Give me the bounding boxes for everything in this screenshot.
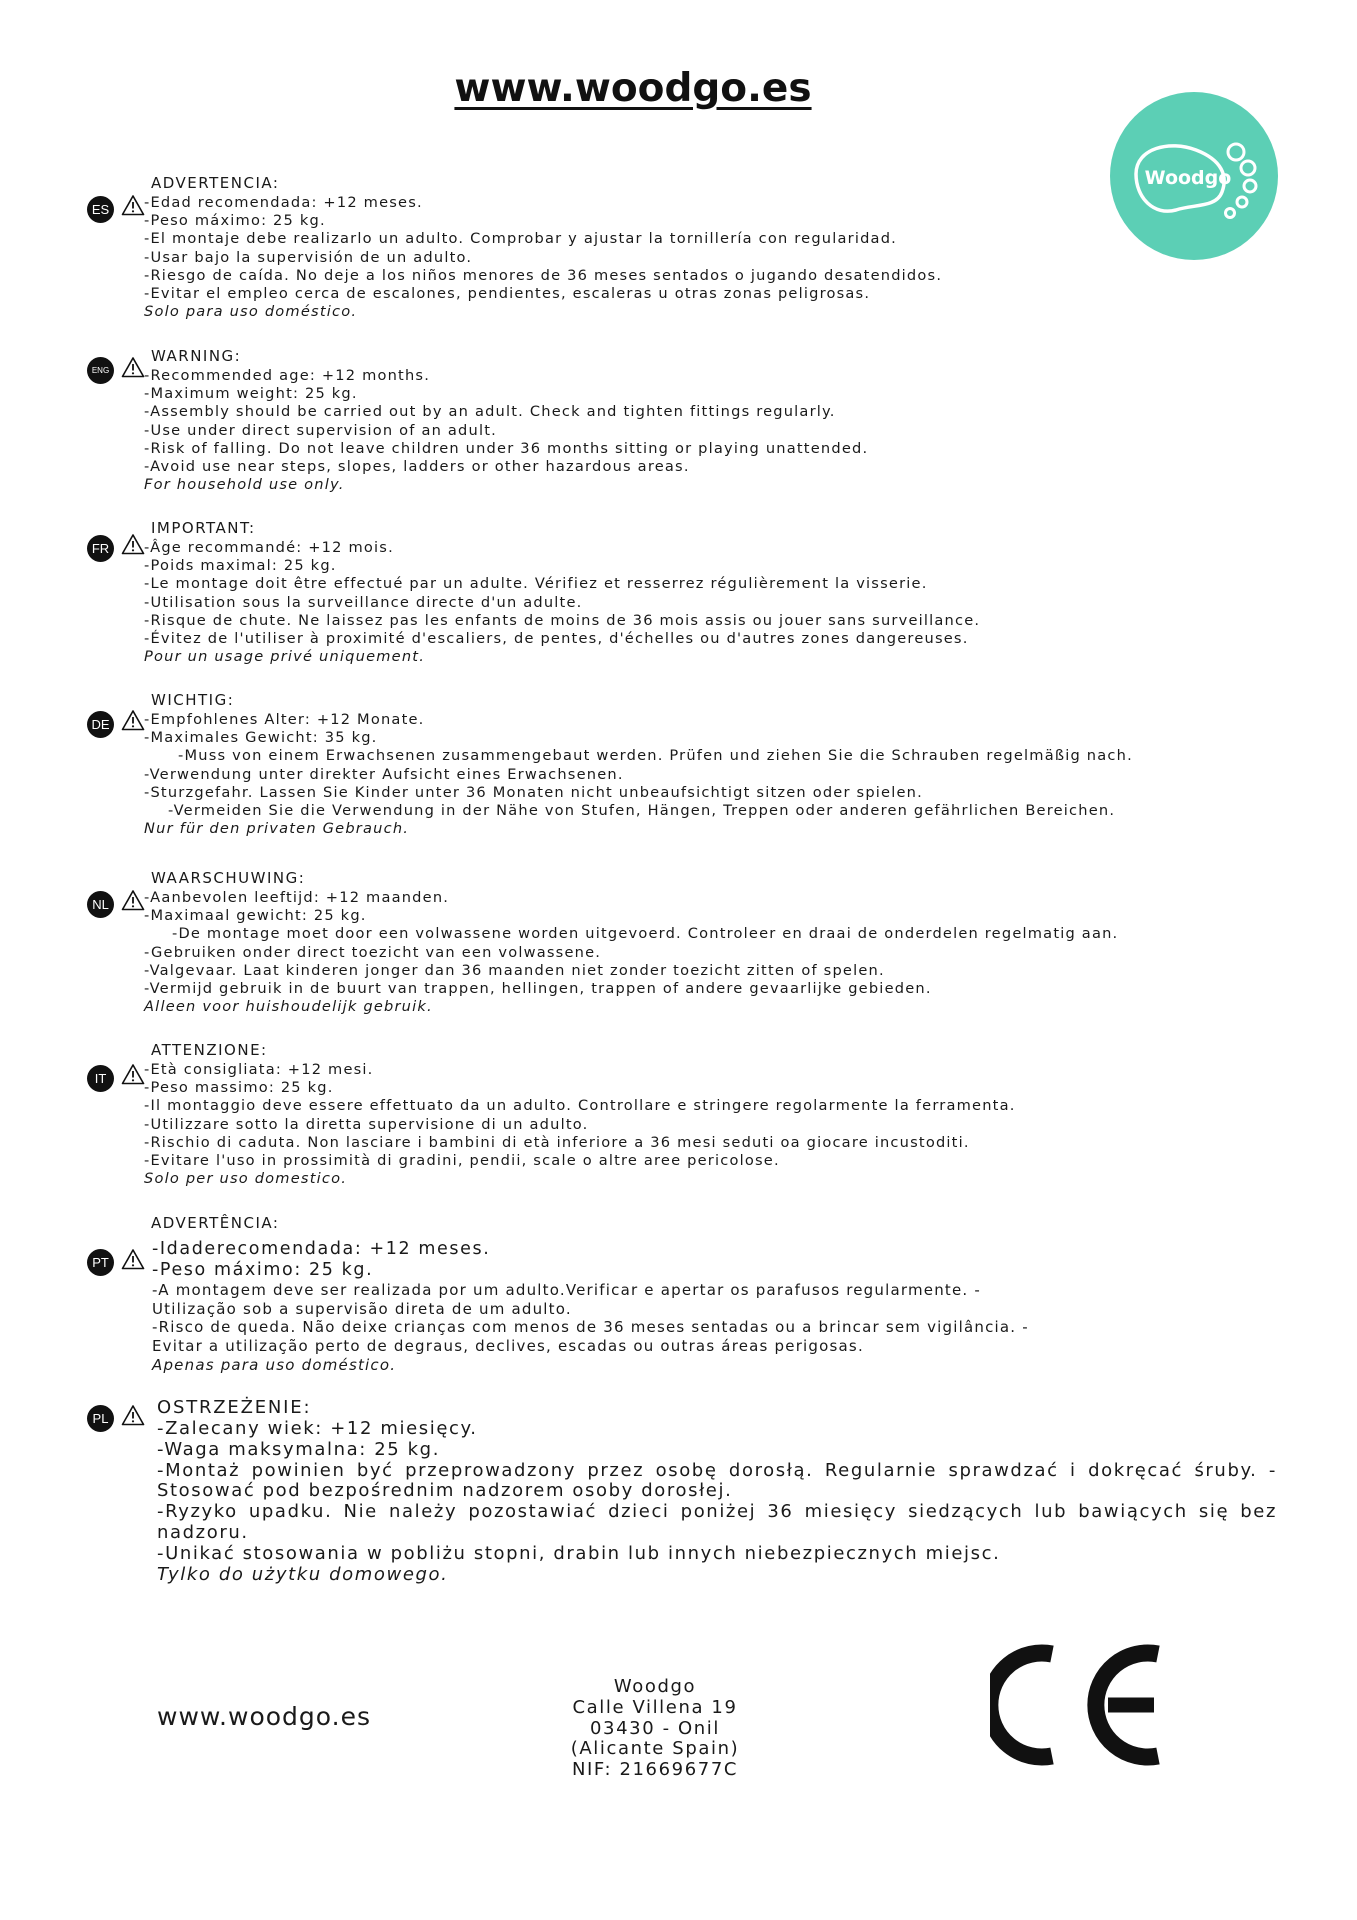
language-badge-nl: NL: [87, 891, 114, 918]
language-badge-it: IT: [87, 1065, 114, 1092]
usage-note: Pour un usage privé uniquement.: [144, 648, 426, 666]
language-badge-fr: FR: [87, 535, 114, 562]
list-item: -Maximum weight: 25 kg.: [144, 385, 358, 403]
usage-note: Tylko do użytku domowego.: [157, 1563, 449, 1585]
list-item: -De montage moet door een volwassene worden uitgevoerd. Controleer en draai de onderdelen regelmatig aan.: [172, 925, 1119, 943]
list-item: -Riesgo de caída. No deje a los niños menores de 36 meses sentados o jugando desatendidos.: [144, 266, 943, 284]
usage-note: Solo para uso doméstico.: [144, 303, 358, 321]
warning-icon: [121, 356, 145, 378]
company-address: [540, 1677, 770, 1781]
usage-note: For household use only.: [144, 476, 345, 494]
woodgo-logo: [1110, 92, 1278, 260]
language-badge-en: ENG: [87, 357, 114, 384]
list-item: -Sturzgefahr. Lassen Sie Kinder unter 36 Monaten nicht unbeaufsichtigt sitzen oder spielen.: [144, 783, 923, 801]
list-item: -Âge recommandé: +12 mois.: [144, 539, 394, 556]
list-item: -Recommended age: +12 months.: [144, 367, 431, 384]
address-line: (Alicante Spain): [570, 1738, 740, 1760]
list-item: -Peso máximo: 25 kg.: [152, 1260, 374, 1280]
section-title: ADVERTENCIA:: [151, 174, 280, 192]
warning-list: [144, 539, 980, 666]
footer-website: www.woodgo.es: [157, 1702, 371, 1731]
list-item: -Evitar el empleo cerca de escalones, pendientes, escaleras u otras zonas peligrosas.: [144, 285, 871, 303]
warning-icon: [121, 1404, 145, 1426]
list-item: -Usar bajo la supervisión de un adulto.: [144, 248, 473, 266]
list-item: -El montaje debe realizarlo un adulto. Comprobar y ajustar la tornillería con regularidad.: [144, 230, 898, 248]
list-item: -Peso máximo: 25 kg.: [144, 212, 326, 230]
warning-list: [157, 1419, 1277, 1585]
list-item: Utilização sob a supervisão direta de um adulto.: [152, 1299, 572, 1318]
logo-text: Woodgo: [1144, 167, 1232, 189]
usage-note: Solo per uso domestico.: [144, 1170, 348, 1188]
usage-note: Nur für den privaten Gebrauch.: [144, 820, 410, 838]
list-item: -Risque de chute. Ne laissez pas les enfants de moins de 36 mois assis ou jouer sans surveillance.: [144, 611, 981, 629]
address-line: Calle Villena 19: [572, 1696, 738, 1718]
list-item: -Utilisation sous la surveillance directe d'un adulte.: [144, 593, 583, 611]
list-item: -Use under direct supervision of an adult.: [144, 421, 497, 439]
list-item: -Rischio di caduta. Non lasciare i bambini di età inferiore a 36 mesi seduti oa giocare incustoditi.: [144, 1133, 970, 1151]
address-line: Woodgo: [613, 1676, 697, 1697]
warning-list: [144, 194, 942, 321]
list-item: -Valgevaar. Laat kinderen jonger dan 36 maanden niet zonder toezicht zitten of spelen.: [144, 961, 885, 979]
list-item: -Assembly should be carried out by an adult. Check and tighten fittings regularly.: [144, 403, 836, 421]
warning-icon: [121, 194, 145, 216]
list-item: -Poids maximal: 25 kg.: [144, 557, 337, 575]
list-item: -Vermeiden Sie die Verwendung in der Nähe von Stufen, Hängen, Treppen oder anderen gefährlichen Bereichen.: [168, 802, 1116, 820]
warning-list: [152, 1239, 1029, 1375]
language-badge-pl: PL: [87, 1405, 114, 1432]
list-item: -Verwendung unter direkter Aufsicht eines Erwachsenen.: [144, 765, 624, 783]
list-item: -Waga maksymalna: 25 kg.: [157, 1438, 441, 1460]
warning-list: [144, 889, 1118, 1016]
list-item: -Aanbevolen leeftijd: +12 maanden.: [144, 889, 450, 906]
list-item: -Maximales Gewicht: 35 kg.: [144, 729, 378, 747]
section-title: WAARSCHUWING:: [151, 869, 306, 887]
list-item: -Idaderecomendada: +12 meses.: [152, 1239, 491, 1259]
usage-note: Alleen voor huishoudelijk gebruik.: [144, 998, 433, 1016]
usage-note: Apenas para uso doméstico.: [152, 1355, 397, 1374]
list-item: -Évitez de l'utiliser à proximité d'escaliers, de pentes, d'échelles ou d'autres zones dangereuses.: [144, 630, 969, 648]
list-item: -Zalecany wiek: +12 miesięcy.: [157, 1418, 478, 1439]
list-item: -Risk of falling. Do not leave children under 36 months sitting or playing unattended.: [144, 439, 869, 457]
section-title: WICHTIG:: [151, 691, 235, 709]
section-title: ATTENZIONE:: [151, 1041, 268, 1059]
list-item: -Maximaal gewicht: 25 kg.: [144, 907, 367, 925]
list-item: -Avoid use near steps, slopes, ladders or other hazardous areas.: [144, 458, 690, 476]
section-title: OSTRZEŻENIE:: [157, 1397, 312, 1418]
list-item: -Unikać stosowania w pobliżu stopni, drabin lub innych niebezpiecznych miejsc.: [157, 1542, 1001, 1564]
warning-icon: [121, 533, 145, 555]
ce-mark-icon: [990, 1640, 1170, 1770]
warning-icon: [121, 1063, 145, 1085]
list-item: -Risco de queda. Não deixe crianças com menos de 36 meses sentadas ou a brincar sem vigilância. -: [152, 1318, 1029, 1337]
language-badge-es: ES: [87, 196, 114, 223]
list-item: -Ryzyko upadku. Nie należy pozostawiać dzieci poniżej 36 miesięcy siedzących lub bawiących się bez nadzoru.: [157, 1501, 1277, 1543]
list-item: -Edad recomendada: +12 meses.: [144, 194, 423, 211]
warning-list: [144, 367, 868, 494]
list-item: -Vermijd gebruik in de buurt van trappen, hellingen, trappen of andere gevaarlijke gebieden.: [144, 980, 932, 998]
list-item: -Peso massimo: 25 kg.: [144, 1079, 334, 1097]
section-title: WARNING:: [151, 347, 242, 365]
address-line: NIF: 21669677C: [571, 1759, 739, 1781]
warning-list: [144, 711, 1133, 838]
list-item: -Le montage doit être effectué par un adulte. Vérifiez et resserrez régulièrement la visserie.: [144, 575, 928, 593]
warning-list: [144, 1061, 1016, 1188]
list-item: Evitar a utilização perto de degraus, declives, escadas ou outras áreas perigosas.: [152, 1337, 864, 1356]
list-item: -Gebruiken onder direct toezicht van een volwassene.: [144, 943, 602, 961]
list-item: -Età consigliata: +12 mesi.: [144, 1061, 374, 1078]
section-title: IMPORTANT:: [151, 519, 256, 537]
warning-icon: [121, 1248, 145, 1270]
language-badge-de: DE: [87, 711, 114, 738]
section-title: ADVERTÊNCIA:: [151, 1214, 280, 1232]
list-item: -Montaż powinien być przeprowadzony przez osobę dorosłą. Regularnie sprawdzać i dokręcać śruby. - Stosować pod bezpośrednim nadzorem osoby dorosłej.: [157, 1459, 1277, 1502]
list-item: -Muss von einem Erwachsenen zusammengebaut werden. Prüfen und ziehen Sie die Schrauben regelmäßig nach.: [178, 747, 1133, 765]
list-item: -Evitare l'uso in prossimità di gradini, pendii, scale o altre aree pericolose.: [144, 1152, 780, 1170]
list-item: -Il montaggio deve essere effettuato da un adulto. Controllare e stringere regolarmente la ferramenta.: [144, 1097, 1016, 1115]
list-item: -Utilizzare sotto la diretta supervisione di un adulto.: [144, 1115, 589, 1133]
list-item: -Empfohlenes Alter: +12 Monate.: [144, 711, 425, 728]
warning-icon: [121, 709, 145, 731]
list-item: -A montagem deve ser realizada por um adulto.Verificar e apertar os parafusos regularmente. -: [152, 1281, 981, 1299]
language-badge-pt: PT: [87, 1249, 114, 1276]
site-title: www.woodgo.es: [454, 66, 812, 111]
warning-icon: [121, 889, 145, 911]
address-line: 03430 - Onil: [590, 1717, 720, 1739]
